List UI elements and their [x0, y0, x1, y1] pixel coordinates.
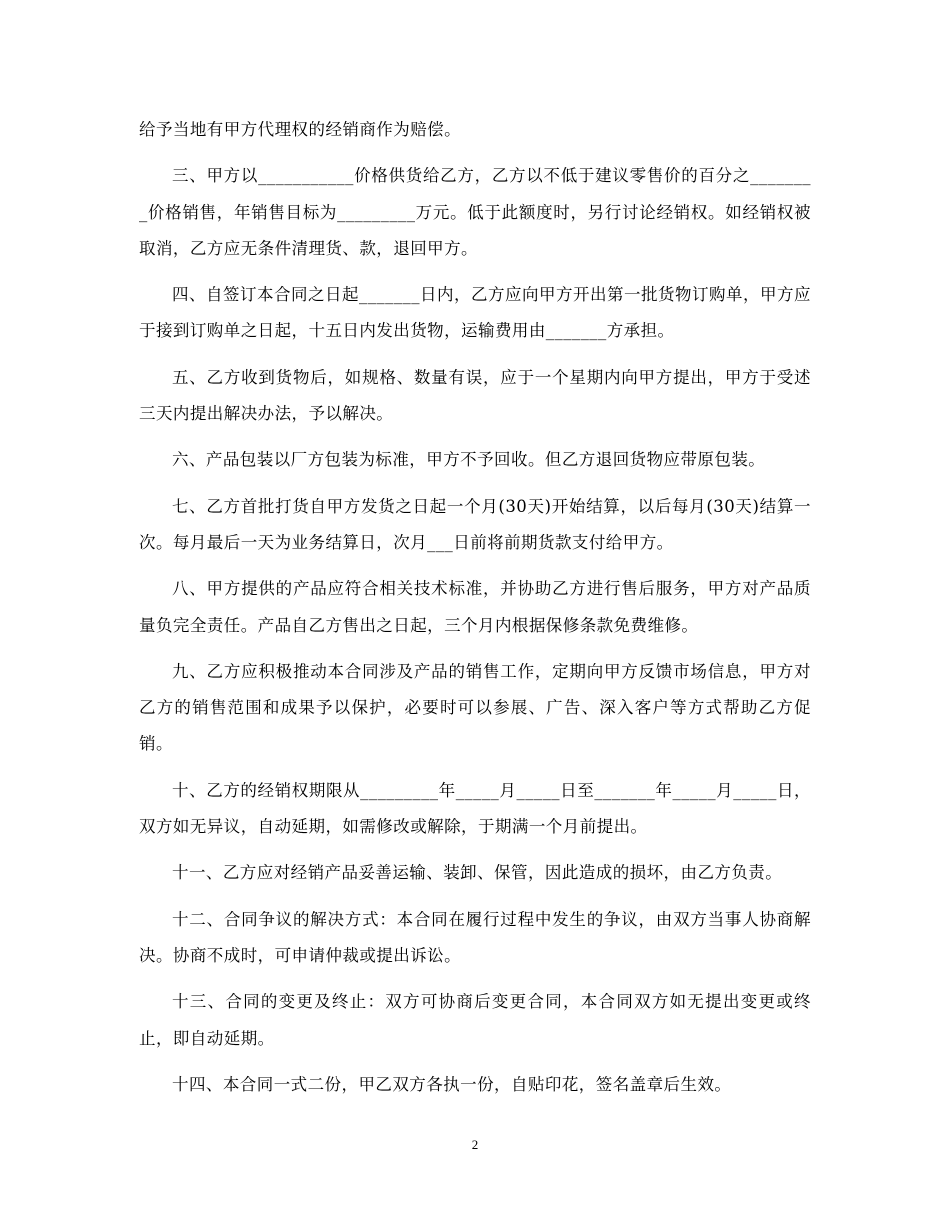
paragraph-clause-13: 十三、合同的变更及终止：双方可协商后变更合同，本合同双方如无提出变更或终止，即自动延期。 — [139, 992, 811, 1048]
paragraph-clause-3: 三、甲方以___________价格供货给乙方，乙方以不低于建议零售价的百分之________价格销售，年销售目标为_________万元。低于此额度时，另行讨论经销权。如经销权被取消，乙方应无条件清理货、款，退回甲方。 — [139, 166, 811, 258]
page-number: 2 — [471, 1137, 479, 1152]
paragraph-clause-11: 十一、乙方应对经销产品妥善运输、装卸、保管，因此造成的损坏，由乙方负责。 — [172, 863, 783, 883]
paragraph-clause-4: 四、自签订本合同之日起_______日内，乙方应向甲方开出第一批货物订购单，甲方应于接到订购单之日起，十五日内发出货物，运输费用由_______方承担。 — [139, 285, 811, 341]
paragraph-clause-9: 九、乙方应积极推动本合同涉及产品的销售工作，定期向甲方反馈市场信息，甲方对乙方的销售范围和成果予以保护，必要时可以参展、广告、深入客户等方式帮助乙方促销。 — [139, 661, 811, 754]
paragraph-clause-6: 六、产品包装以厂方包装为标准，甲方不予回收。但乙方退回货物应带原包装。 — [172, 450, 766, 470]
paragraph-clause-5: 五、乙方收到货物后，如规格、数量有误，应于一个星期内向甲方提出，甲方于受述三天内提出解决办法，予以解决。 — [139, 367, 811, 424]
paragraph-clause-12: 十二、合同争议的解决方式：本合同在履行过程中发生的争议，由双方当事人协商解决。协商不成时，可申请仲裁或提出诉讼。 — [139, 909, 811, 965]
paragraph-clause-14: 十四、本合同一式二份，甲乙双方各执一份，自贴印花，签名盖章后生效。 — [172, 1074, 732, 1094]
paragraph-continuation: 给予当地有甲方代理权的经销商作为赔偿。 — [139, 120, 462, 139]
document-body — [139, 112, 811, 1113]
paragraph-clause-8: 八、甲方提供的产品应符合相关技术标准，并协助乙方进行售后服务，甲方对产品质量负完全责任。产品自乙方售出之日起，三个月内根据保修条款免费维修。 — [139, 579, 811, 635]
paragraph-clause-10: 十、乙方的经销权期限从_________年_____月_____日至_______年_____月_____日，双方如无异议，自动延期，如需修改或解除，于期满一个月前提出。 — [139, 780, 811, 837]
paragraph-clause-7: 七、乙方首批打货自甲方发货之日起一个月(30天)开始结算，以后每月(30天)结算一次。每月最后一天为业务结算日，次月___日前将前期货款支付给甲方。 — [139, 496, 811, 552]
